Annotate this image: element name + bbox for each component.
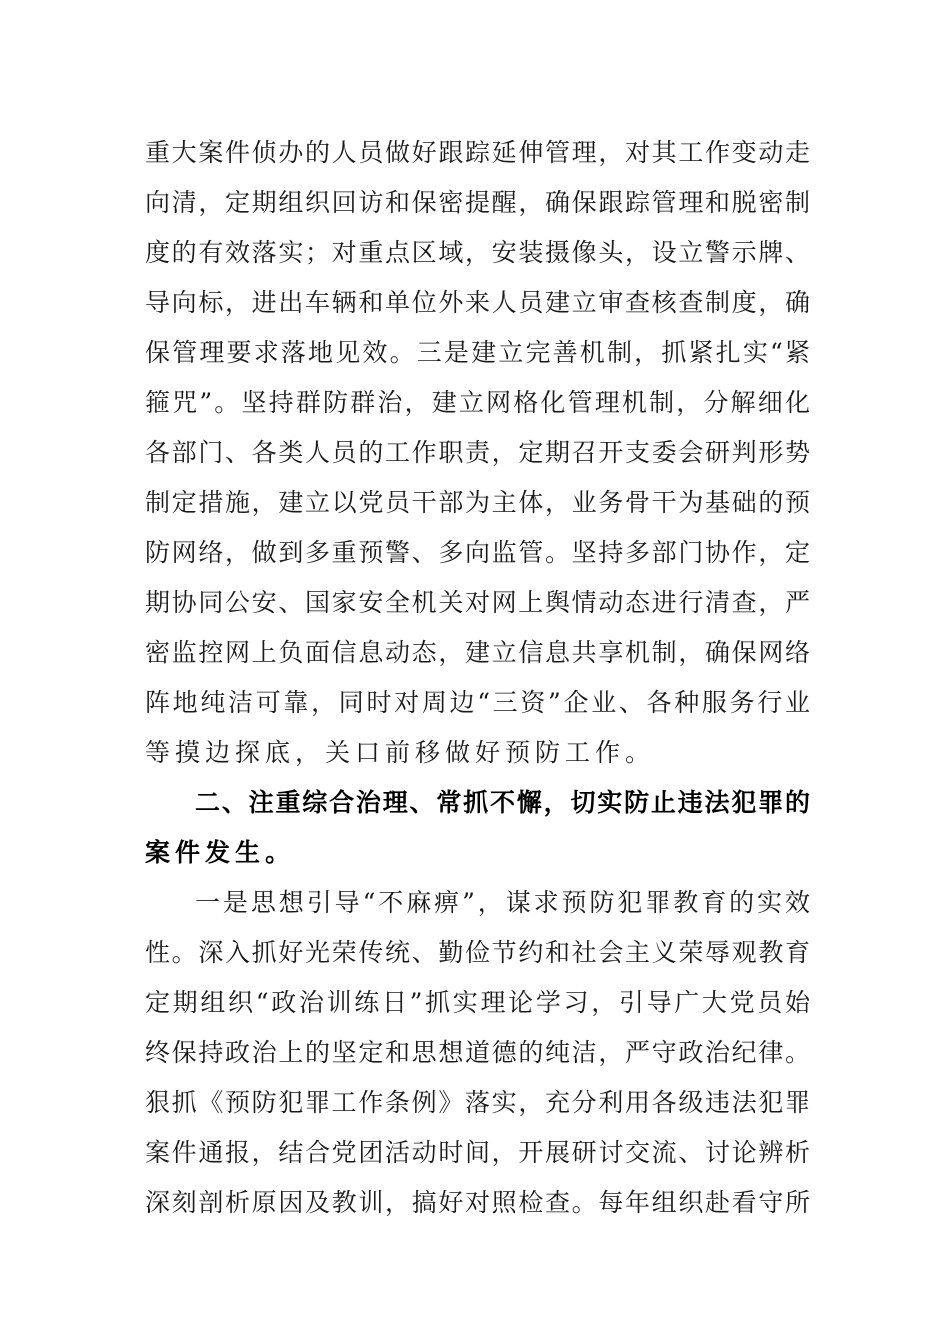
text-line: 重大案件侦办的人员做好跟踪延伸管理，对其工作变动走 xyxy=(145,138,810,167)
text-line: 终保持政治上的坚定和思想道德的纯洁，严守政治纪律。 xyxy=(145,1038,810,1067)
text-line: 阵地纯洁可靠，同时对周边“三资”企业、各种服务行业 xyxy=(145,688,810,717)
text-line: 制定措施，建立以党员干部为主体，业务骨干为基础的预 xyxy=(145,488,810,517)
text-line: 一是思想引导“不麻痹”，谋求预防犯罪教育的实效 xyxy=(195,888,810,917)
text-line: 案件通报，结合党团活动时间，开展研讨交流、讨论辨析 xyxy=(145,1138,810,1167)
text-line: 定期组织“政治训练日”抓实理论学习，引导广大党员始 xyxy=(145,988,810,1017)
text-line: 密监控网上负面信息动态，建立信息共享机制，确保网络 xyxy=(145,638,810,667)
text-line: 狠抓《预防犯罪工作条例》落实，充分利用各级违法犯罪 xyxy=(145,1088,810,1117)
text-line: 等摸边探底，关口前移做好预防工作。 xyxy=(145,738,656,767)
heading-line: 二、注重综合治理、常抓不懈，切实防止违法犯罪的 xyxy=(195,788,810,817)
heading-line: 案件发生。 xyxy=(145,838,296,867)
text-line: 各部门、各类人员的工作职责，定期召开支委会研判形势 xyxy=(145,438,810,467)
text-line: 防网络，做到多重预警、多向监管。坚持多部门协作，定 xyxy=(145,538,810,567)
text-line: 箍咒”。坚持群防群治，建立网格化管理机制，分解细化 xyxy=(145,388,810,417)
text-line: 向清，定期组织回访和保密提醒，确保跟踪管理和脱密制 xyxy=(145,188,810,217)
text-line: 深刻剖析原因及教训，搞好对照检查。每年组织赴看守所 xyxy=(145,1188,810,1217)
text-line: 导向标，进出车辆和单位外来人员建立审查核查制度，确 xyxy=(145,288,810,317)
text-line: 期协同公安、国家安全机关对网上舆情动态进行清查，严 xyxy=(145,588,810,617)
text-line: 保管理要求落地见效。三是建立完善机制，抓紧扎实“紧 xyxy=(145,338,810,367)
text-line: 度的有效落实；对重点区域，安装摄像头，设立警示牌、 xyxy=(145,238,810,267)
text-line: 性。深入抓好光荣传统、勤俭节约和社会主义荣辱观教育 xyxy=(145,938,810,967)
